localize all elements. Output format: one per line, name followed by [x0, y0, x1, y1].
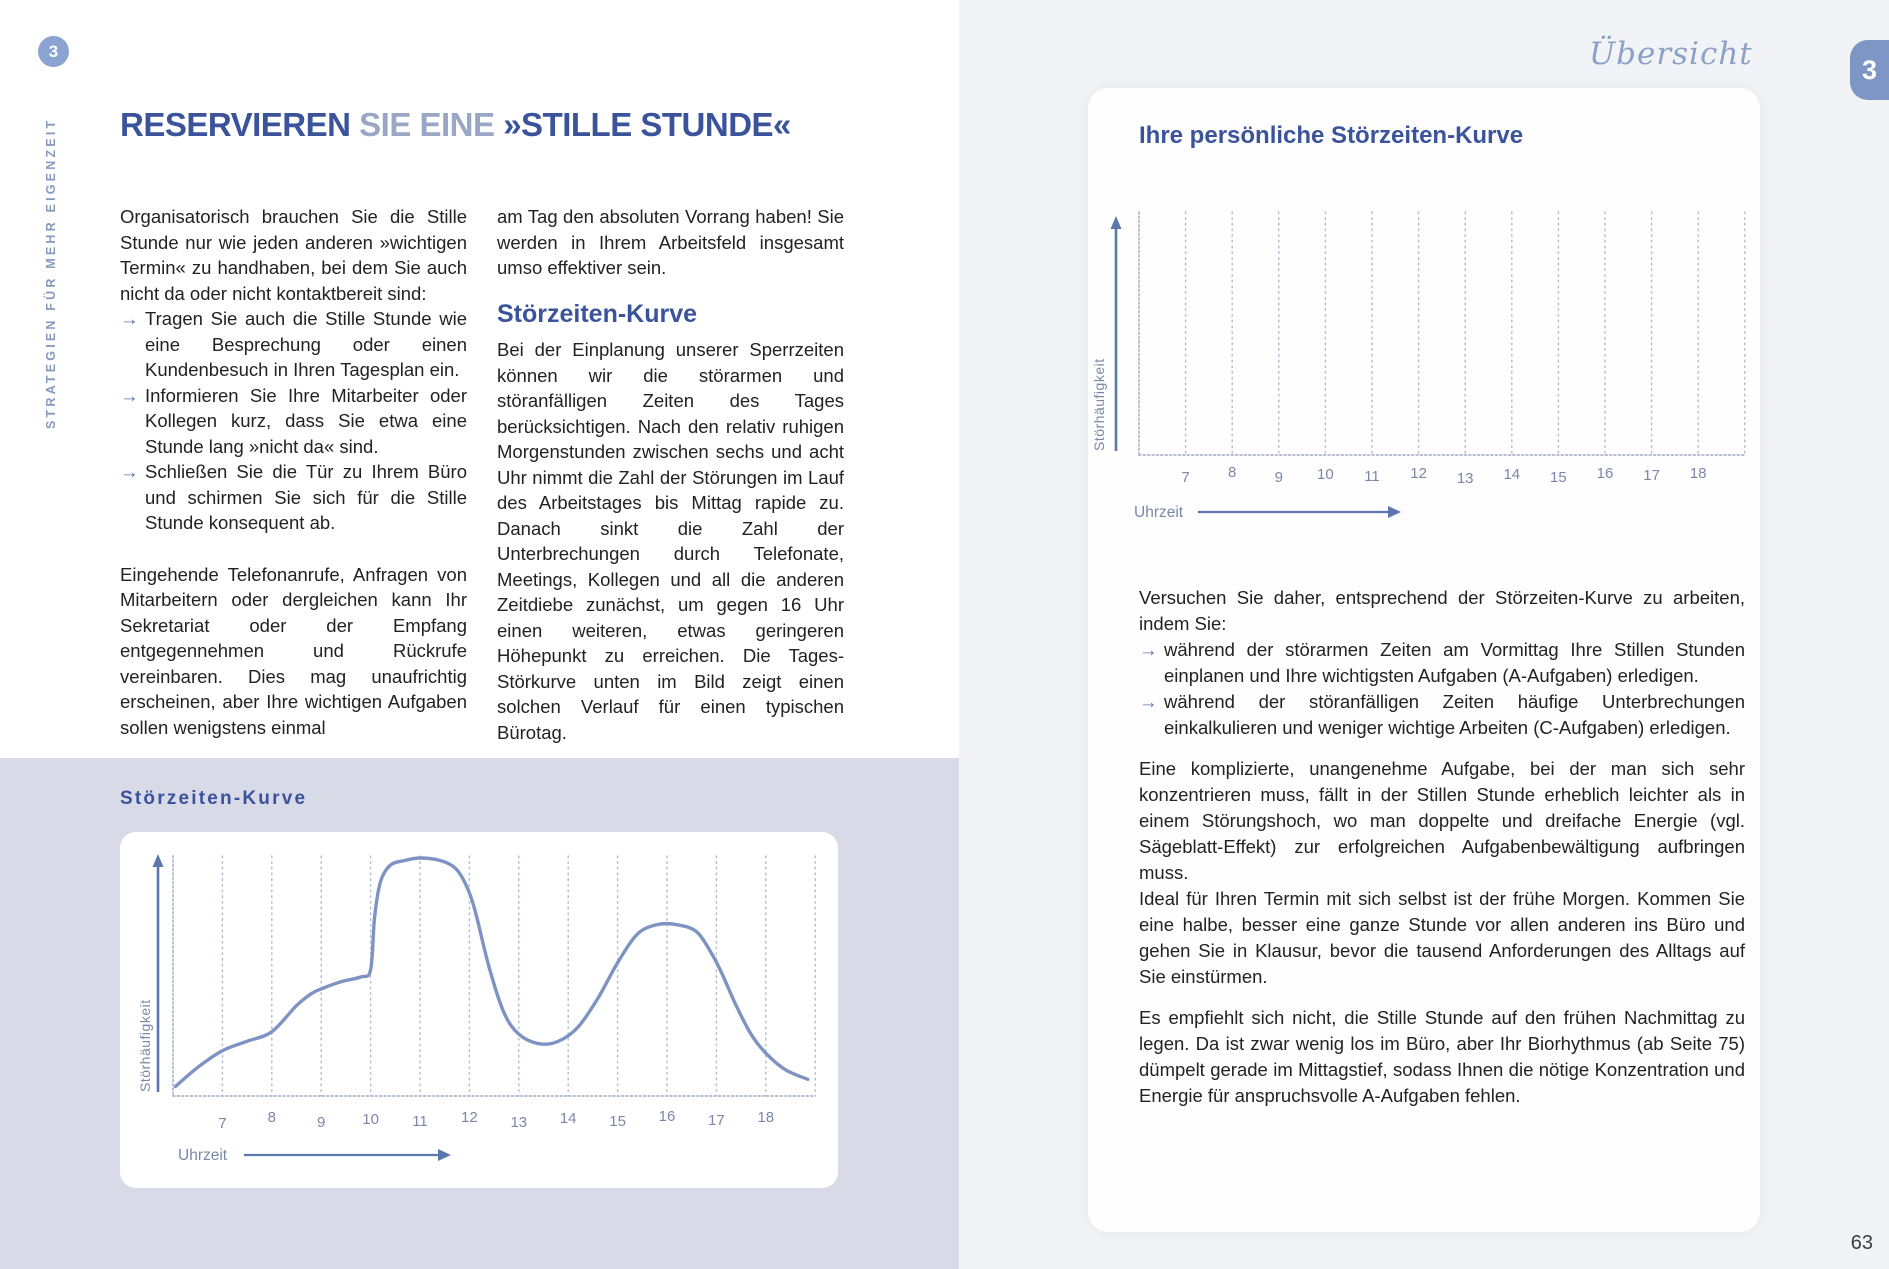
paragraph: Bei der Einplanung unserer Sperrzeiten können wir die störarmen und störanfälligen Zeiten des Tages berücksichtigen. Nach den relativ ruhigen Morgenstunden zwischen sechs und acht Uhr nimmt die Zahl der Störungen im Lauf des Arbeitstages bis Mittag rapide zu. Danach sinkt die Zahl der Unterbrechungen durch Telefonate, Meetings, Kollegen und all die anderen Zeitdiebe zunächst, um gegen 16 Uhr einen weiteren, etwas geringeren Höhepunkt zu erreichen. Die Tages-Störkurve unten im Bild zeigt einen solchen Verlauf für einen typischen Bürotag. [497, 339, 844, 743]
svg-text:12: 12 [461, 1109, 478, 1126]
bullet-item [1139, 689, 1745, 741]
page-number: 63 [1850, 1232, 1873, 1254]
overview-card [1088, 88, 1760, 1232]
page-title [120, 106, 791, 144]
bullet-item [120, 459, 467, 536]
svg-text:8: 8 [267, 1109, 276, 1126]
bullet-text: während der störanfälligen Zeiten häufige Unterbrechungen einkalkulieren und weniger wichtige Arbeiten (C-Aufgaben) erledigen. [1164, 691, 1745, 738]
page-title-part1: RESERVIEREN [120, 106, 360, 143]
svg-text:Störhäufigkeit: Störhäufigkeit [137, 999, 153, 1092]
page-right [959, 0, 1889, 1269]
svg-text:14: 14 [1503, 466, 1521, 483]
sidebar-chapter-label: STRATEGIEN FÜR MEHR EIGENZEIT [44, 117, 58, 429]
paragraph: Eingehende Telefonanrufe, Anfragen von Mitarbeitern oder dergleichen kann Ihr Sekretariat oder der Empfang entgegennehmen und Rückrufe vereinbaren. Dies mag unaufrichtig erscheinen, aber Ihre wichtigen Aufgaben sollen wenigstens einmal [120, 563, 467, 738]
bullet-text: während der störarmen Zeiten am Vormittag Ihre Stillen Stunden einplanen und Ihre wichtigsten Aufgaben (A-Aufgaben) erledigen. [1164, 639, 1745, 686]
svg-text:11: 11 [1364, 468, 1380, 485]
svg-text:15: 15 [1550, 469, 1567, 486]
paragraph: Eine komplizierte, unangenehme Aufgabe, bei der man sich sehr konzentrieren muss, fällt in der Stillen Stunde erheblich leichter als in einem Störungshoch, wo man doppelte und dreifache Energie (vgl. Sägeblatt-Effekt) zur erfolgreichen Aufgabenbewältigung aufbringen muss. [1139, 758, 1745, 883]
svg-text:18: 18 [1689, 465, 1707, 482]
svg-text:Uhrzeit: Uhrzeit [178, 1147, 228, 1164]
arrow-bullet-icon: → [120, 461, 139, 482]
svg-text:10: 10 [1317, 466, 1334, 483]
empty-chart-area [1088, 183, 1760, 538]
svg-text:13: 13 [1456, 470, 1474, 487]
svg-text:18: 18 [757, 1109, 775, 1126]
svg-text:17: 17 [708, 1112, 725, 1129]
svg-text:12: 12 [1410, 465, 1427, 482]
svg-text:16: 16 [658, 1108, 676, 1125]
persoenliche-stoerkurve-chart [1088, 183, 1760, 538]
text-column-left [120, 204, 467, 740]
paragraph: Versuchen Sie daher, entsprechend der Störzeiten-Kurve zu arbeiten, indem Sie: [1139, 587, 1745, 634]
card-text-block [1139, 585, 1745, 1109]
bullet-item [1139, 637, 1745, 689]
svg-text:7: 7 [1181, 469, 1190, 486]
svg-text:16: 16 [1596, 465, 1614, 482]
svg-text:11: 11 [412, 1113, 428, 1130]
svg-text:9: 9 [1274, 469, 1283, 486]
stoerzeiten-chart-card [120, 832, 838, 1188]
paragraph: Ideal für Ihren Termin mit sich selbst ist der frühe Morgen. Kommen Sie eine halbe, besser eine ganze Stunde vor allen anderen ins Büro und gehen Sie in Klausur, bevor die tausend Anforderungen des Alltags auf Sie einstürmen. [1139, 888, 1745, 987]
svg-text:17: 17 [1643, 467, 1660, 484]
chapter-tab: 3 [1850, 40, 1889, 100]
text-column-middle [497, 204, 844, 745]
chart-panel [0, 758, 959, 1269]
svg-text:14: 14 [559, 1110, 577, 1127]
svg-text:15: 15 [609, 1113, 626, 1130]
bullet-item [120, 306, 467, 383]
svg-text:Störhäufigkeit: Störhäufigkeit [1091, 358, 1107, 451]
arrow-bullet-icon: → [120, 308, 139, 329]
arrow-bullet-icon: → [1139, 639, 1158, 660]
paragraph: Organisatorisch brauchen Sie die Stille Stunde nur wie jeden anderen »wichtigen Termin« zu handhaben, bei dem Sie auch nicht da oder nicht kontaktbereit sind: [120, 206, 467, 304]
arrow-bullet-list [1139, 637, 1745, 741]
arrow-bullet-list [120, 306, 467, 536]
bullet-text: Informieren Sie Ihre Mitarbeiter oder Kollegen kurz, dass Sie etwa eine Stunde lang »nicht da« sind. [145, 384, 467, 457]
section-heading: Störzeiten-Kurve [497, 299, 698, 328]
svg-text:9: 9 [317, 1114, 326, 1131]
tages-stoerkurve-chart [120, 832, 838, 1188]
arrow-bullet-icon: → [120, 384, 139, 406]
paragraph: am Tag den absoluten Vorrang haben! Sie werden in Ihrem Arbeitsfeld insgesamt umso effektiver sein. [497, 206, 844, 278]
arrow-bullet-icon: → [1139, 691, 1158, 712]
page-title-part2: SIE EINE [359, 106, 504, 143]
card-title: Ihre persönliche Störzeiten-Kurve [1139, 122, 1524, 149]
svg-text:8: 8 [1228, 464, 1237, 481]
paragraph: Es empfiehlt sich nicht, die Stille Stunde auf den frühen Nachmittag zu legen. Da ist zwar wenig los im Büro, aber Ihr Biorhythmus (ab Seite 75) dümpelt gerade im Mittagstief, sodass Ihnen die nötige Konzentration und Energie für anspruchsvolle A-Aufgaben fehlen. [1139, 1007, 1745, 1106]
chapter-number-badge: 3 [38, 36, 69, 67]
svg-text:7: 7 [218, 1115, 227, 1132]
chart-panel-title: Störzeiten-Kurve [120, 788, 308, 809]
svg-text:Uhrzeit: Uhrzeit [1134, 504, 1184, 521]
overview-script-label: Übersicht [1589, 36, 1753, 72]
page-title-part3: »STILLE STUNDE« [503, 106, 791, 143]
svg-text:13: 13 [510, 1114, 528, 1131]
bullet-item [120, 383, 467, 460]
bullet-text: Schließen Sie die Tür zu Ihrem Büro und schirmen Sie sich für die Stille Stunde konsequent ab. [145, 461, 467, 533]
bullet-text: Tragen Sie auch die Stille Stunde wie eine Besprechung oder einen Kundenbesuch in Ihren Tagesplan ein. [145, 308, 467, 380]
svg-text:10: 10 [362, 1111, 379, 1128]
